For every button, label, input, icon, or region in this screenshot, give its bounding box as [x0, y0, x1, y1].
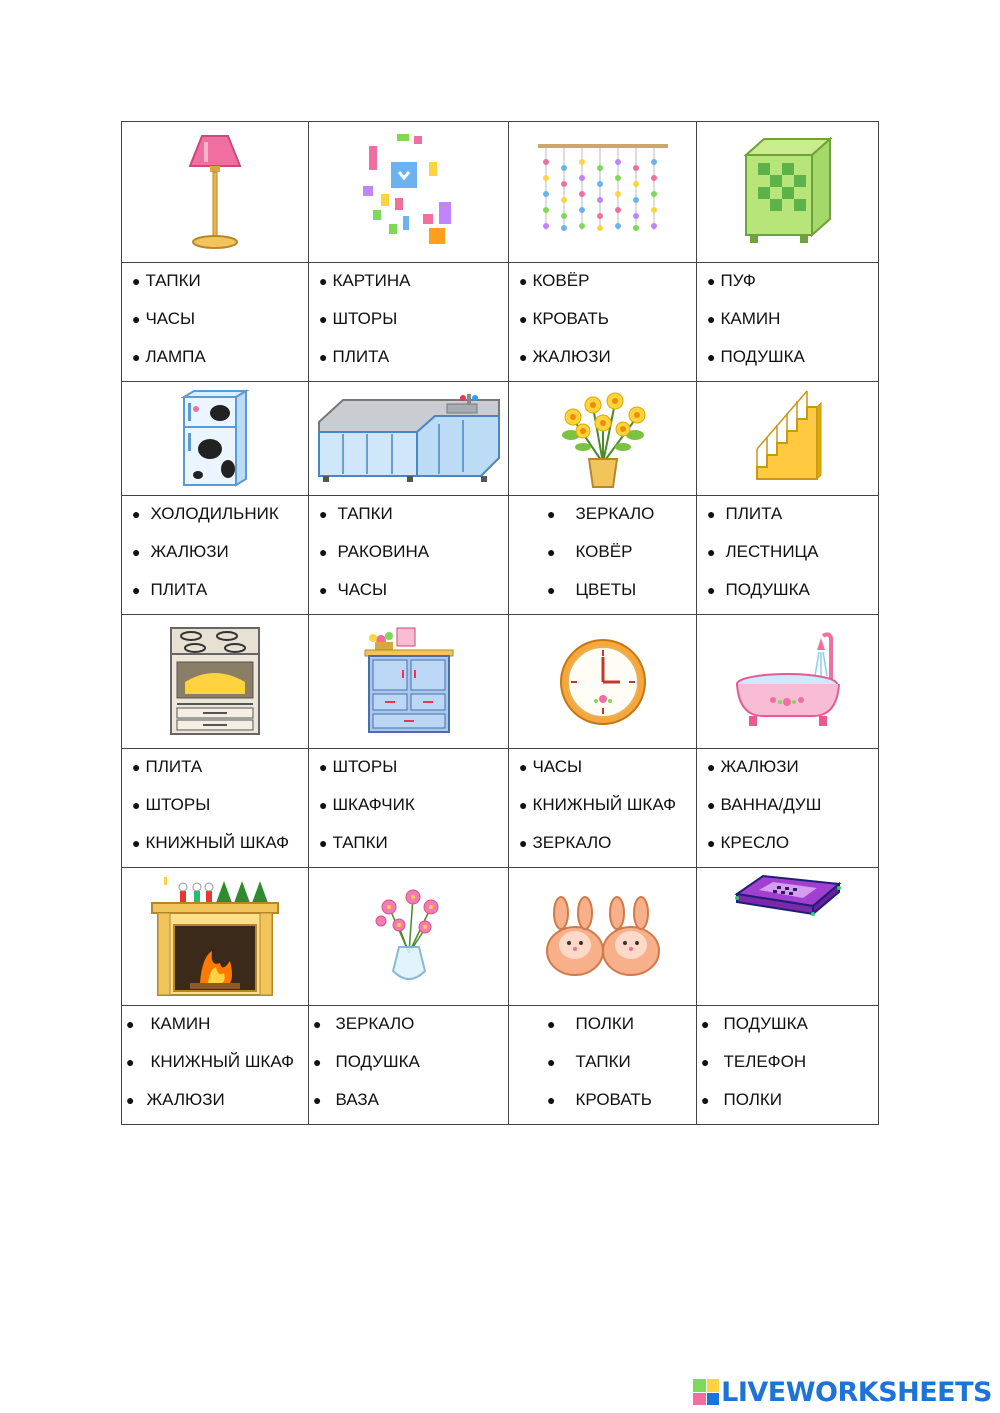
bead-curtain-image	[538, 142, 668, 242]
options-cell	[309, 1006, 509, 1125]
option-item[interactable]: ● КРОВАТЬ	[519, 305, 696, 343]
bullet-icon: ●	[707, 273, 716, 289]
option-item[interactable]: ● ЦВЕТЫ	[547, 576, 696, 614]
bullet-icon: ●	[519, 349, 528, 365]
options-cell	[509, 749, 697, 868]
option-item[interactable]: ● ЖАЛЮЗИ	[132, 538, 308, 576]
picture-cell	[509, 382, 697, 496]
clock-image	[558, 637, 648, 727]
flowers-image	[553, 389, 653, 489]
bullet-icon: ●	[707, 544, 716, 560]
options-cell	[122, 496, 309, 615]
option-item[interactable]: ● ТЕЛЕФОН	[701, 1048, 878, 1086]
bullet-icon: ●	[707, 506, 716, 522]
option-item[interactable]: ● ПЛИТА	[319, 343, 508, 381]
option-item[interactable]: ● ЖАЛЮЗИ	[519, 343, 696, 381]
bullet-icon: ●	[313, 1092, 322, 1108]
option-item[interactable]: ● КНИЖНЫЙ ШКАФ	[132, 829, 308, 867]
bullet-icon: ●	[319, 835, 328, 851]
options-cell	[697, 1006, 879, 1125]
options-cell	[697, 496, 879, 615]
bullet-icon: ●	[319, 506, 328, 522]
stairs-image	[753, 389, 823, 489]
option-item[interactable]: ● ПОДУШКА	[701, 1010, 878, 1048]
options-cell	[309, 263, 509, 382]
brand-logo	[693, 1375, 992, 1409]
bullet-icon: ●	[132, 797, 141, 813]
option-item[interactable]: ● ЧАСЫ	[519, 753, 696, 791]
bullet-icon: ●	[132, 349, 141, 365]
option-item[interactable]: ● ПЛИТА	[132, 753, 308, 791]
option-item[interactable]: ● ШКАФЧИК	[319, 791, 508, 829]
bullet-icon: ●	[313, 1054, 322, 1070]
bullet-icon: ●	[319, 759, 328, 775]
option-item[interactable]: ● ПЛИТА	[707, 500, 878, 538]
wall-pictures-image	[359, 132, 459, 252]
bullet-icon: ●	[547, 1092, 556, 1108]
option-item[interactable]: ● КАМИН	[707, 305, 878, 343]
bullet-icon: ●	[707, 311, 716, 327]
option-item[interactable]: ● ПОЛКИ	[547, 1010, 696, 1048]
bullet-icon: ●	[319, 311, 328, 327]
bullet-icon: ●	[547, 1016, 556, 1032]
bullet-icon: ●	[547, 1054, 556, 1070]
picture-cell	[697, 382, 879, 496]
brand-mark-icon	[693, 1379, 719, 1405]
bullet-icon: ●	[519, 759, 528, 775]
bullet-icon: ●	[313, 1016, 322, 1032]
bullet-icon: ●	[132, 506, 141, 522]
bullet-icon: ●	[319, 273, 328, 289]
picture-cell	[697, 122, 879, 263]
options-cell	[509, 1006, 697, 1125]
bullet-icon: ●	[319, 582, 328, 598]
bullet-icon: ●	[132, 582, 141, 598]
brand-wordmark: LIVEWORKSHEETS	[721, 1376, 992, 1408]
option-item[interactable]: ● ЗЕРКАЛО	[547, 500, 696, 538]
option-item[interactable]: ● ПУФ	[707, 267, 878, 305]
option-item[interactable]: ● ЖАЛЮЗИ	[707, 753, 878, 791]
option-item[interactable]: ● ЧАСЫ	[319, 576, 508, 614]
vase-image	[369, 887, 449, 987]
option-item[interactable]: ● ШТОРЫ	[132, 791, 308, 829]
option-item[interactable]: ● ТАПКИ	[547, 1048, 696, 1086]
bullet-icon: ●	[519, 835, 528, 851]
bullet-icon: ●	[707, 349, 716, 365]
option-item[interactable]: ● ТАПКИ	[132, 267, 308, 305]
picture-cell	[309, 615, 509, 749]
option-item[interactable]: ● ПОДУШКА	[707, 343, 878, 381]
option-item[interactable]: ● ЗЕРКАЛО	[313, 1010, 508, 1048]
option-item[interactable]: ● ЛАМПА	[132, 343, 308, 381]
picture-cell	[122, 382, 309, 496]
option-item[interactable]: ● КОВЁР	[547, 538, 696, 576]
bullet-icon: ●	[701, 1016, 710, 1032]
bullet-icon: ●	[519, 311, 528, 327]
options-cell	[122, 749, 309, 868]
bullet-icon: ●	[519, 273, 528, 289]
option-item[interactable]: ● ПЛИТА	[132, 576, 308, 614]
bullet-icon: ●	[132, 544, 141, 560]
picture-cell	[122, 615, 309, 749]
option-item[interactable]: ● КОВЁР	[519, 267, 696, 305]
stove-image	[165, 624, 265, 740]
option-item[interactable]: ● ПОДУШКА	[707, 576, 878, 614]
pouf-image	[738, 137, 838, 247]
option-item[interactable]: ● КРЕСЛО	[707, 829, 878, 867]
bullet-icon: ●	[547, 544, 556, 560]
option-item[interactable]: ● ВАЗА	[313, 1086, 508, 1124]
option-item[interactable]: ● ЛЕСТНИЦА	[707, 538, 878, 576]
fridge-image	[180, 389, 250, 489]
option-item[interactable]: ● ТАПКИ	[319, 500, 508, 538]
bullet-icon: ●	[707, 835, 716, 851]
picture-cell	[697, 868, 879, 1006]
options-cell	[697, 263, 879, 382]
option-item[interactable]: ● КРОВАТЬ	[547, 1086, 696, 1124]
picture-cell	[309, 382, 509, 496]
bullet-icon: ●	[701, 1054, 710, 1070]
bullet-icon: ●	[132, 311, 141, 327]
options-cell	[122, 1006, 309, 1125]
bullet-icon: ●	[707, 797, 716, 813]
option-item[interactable]: ● КАМИН	[126, 1010, 308, 1048]
kitchen-sink-image	[317, 394, 501, 484]
options-cell	[309, 749, 509, 868]
option-item[interactable]: ● ШТОРЫ	[319, 753, 508, 791]
bullet-icon: ●	[319, 797, 328, 813]
options-cell	[697, 749, 879, 868]
picture-cell	[509, 615, 697, 749]
bullet-icon: ●	[547, 506, 556, 522]
bullet-icon: ●	[132, 759, 141, 775]
bullet-icon: ●	[319, 349, 328, 365]
slippers-image	[543, 895, 663, 979]
fireplace-image	[150, 877, 280, 997]
option-item[interactable]: ● ВАННА/ДУШ	[707, 791, 878, 829]
options-cell	[309, 496, 509, 615]
bullet-icon: ●	[126, 1016, 135, 1032]
bullet-icon: ●	[707, 582, 716, 598]
bullet-icon: ●	[132, 835, 141, 851]
picture-cell	[697, 615, 879, 749]
option-item[interactable]: ● КАРТИНА	[319, 267, 508, 305]
bullet-icon: ●	[547, 582, 556, 598]
options-cell	[122, 263, 309, 382]
worksheet-grid	[121, 121, 879, 1125]
option-item[interactable]: ● ШТОРЫ	[319, 305, 508, 343]
options-cell	[509, 496, 697, 615]
option-item[interactable]: ● ТАПКИ	[319, 829, 508, 867]
option-item[interactable]: ● ЧАСЫ	[132, 305, 308, 343]
picture-cell	[509, 868, 697, 1006]
bullet-icon: ●	[126, 1054, 135, 1070]
bullet-icon: ●	[707, 759, 716, 775]
telephone-image	[733, 872, 843, 1002]
bathtub-image	[733, 632, 843, 732]
option-item[interactable]: ● ЗЕРКАЛО	[519, 829, 696, 867]
bullet-icon: ●	[701, 1092, 710, 1108]
option-item[interactable]: ● ЖАЛЮЗИ	[126, 1086, 308, 1124]
bullet-icon: ●	[319, 544, 328, 560]
dresser-image	[359, 626, 459, 738]
picture-cell	[309, 868, 509, 1006]
picture-cell	[309, 122, 509, 263]
options-cell	[509, 263, 697, 382]
bullet-icon: ●	[126, 1092, 135, 1108]
picture-cell	[122, 868, 309, 1006]
option-item[interactable]: ● КНИЖНЫЙ ШКАФ	[519, 791, 696, 829]
option-item[interactable]: ● КНИЖНЫЙ ШКАФ	[126, 1048, 308, 1086]
picture-cell	[509, 122, 697, 263]
option-item[interactable]: ● ПОЛКИ	[701, 1086, 878, 1124]
floor-lamp-image	[180, 132, 250, 252]
bullet-icon: ●	[519, 797, 528, 813]
option-item[interactable]: ● ХОЛОДИЛЬНИК	[132, 500, 308, 538]
option-item[interactable]: ● РАКОВИНА	[319, 538, 508, 576]
bullet-icon: ●	[132, 273, 141, 289]
picture-cell	[122, 122, 309, 263]
option-item[interactable]: ● ПОДУШКА	[313, 1048, 508, 1086]
